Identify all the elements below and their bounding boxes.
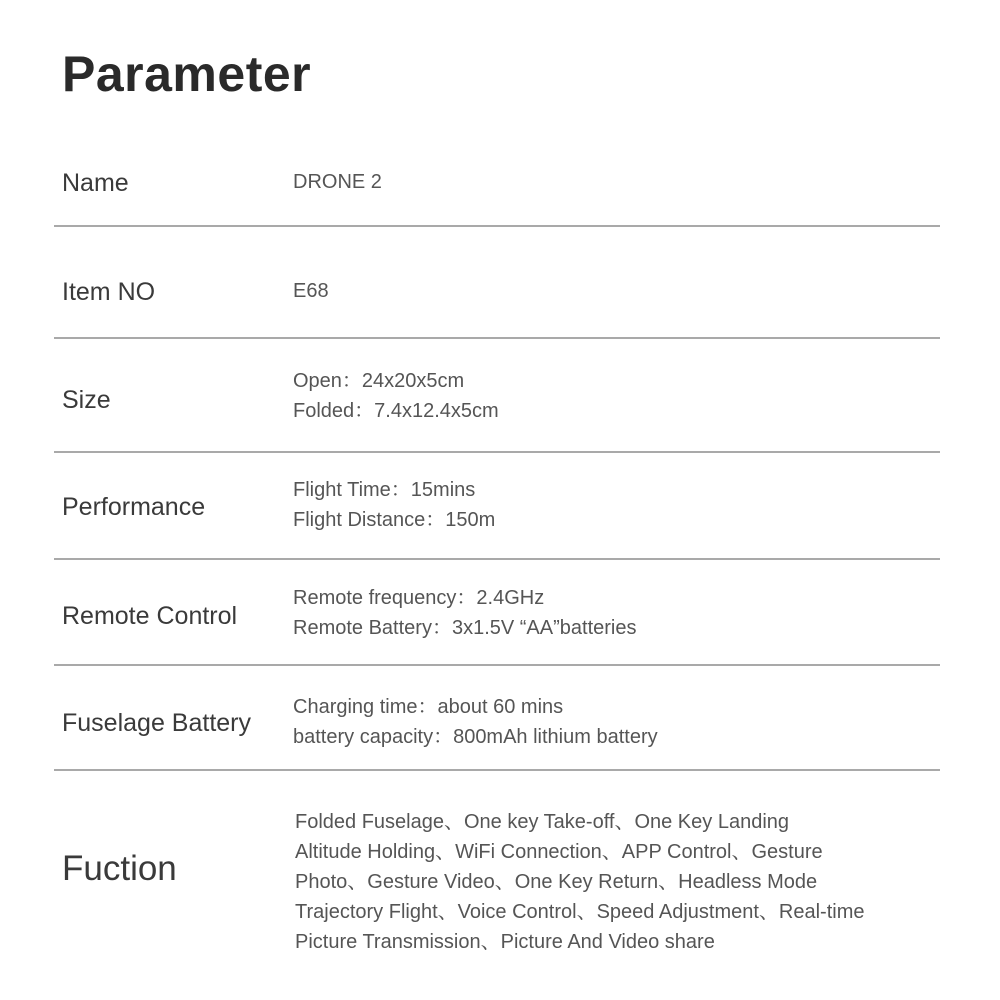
row-value-function [295,807,865,957]
page-title: Parameter [62,46,312,102]
value-line: Flight Time：15mins [293,479,476,501]
row-divider [54,769,940,771]
value-line: battery capacity：800mAh lithium battery [293,726,658,748]
row-divider [54,558,940,560]
row-divider [54,225,940,227]
row-label-fuselage-battery: Fuselage Battery [62,709,251,737]
value-line: Open：24x20x5cm [293,370,465,392]
value-line: Flight Distance：150m [293,509,496,531]
row-label-performance: Performance [62,493,206,521]
value-line: Trajectory Flight、Voice Control、Speed Adjustment、Real-time [295,901,865,923]
value-line: Photo、Gesture Video、One Key Return、Headless Mode [295,871,818,893]
row-value-remote-control [293,583,636,643]
row-value-fuselage-battery [293,692,658,752]
row-label-remote-control: Remote Control [62,602,238,630]
row-label-function: Fuction [62,849,177,888]
row-divider [54,337,940,339]
row-label-item-no: Item NO [62,278,156,306]
value-line: E68 [293,280,329,302]
row-label-name: Name [62,169,129,197]
value-line: Charging time：about 60 mins [293,696,564,718]
row-value-size [293,366,499,426]
value-line: Folded：7.4x12.4x5cm [293,400,499,422]
value-line: Altitude Holding、WiFi Connection、APP Control、Gesture [295,841,823,863]
row-value-name [293,167,382,197]
value-line: Remote Battery：3x1.5V “AA”batteries [293,617,637,639]
row-value-item-no [293,276,329,306]
row-value-performance [293,475,495,535]
row-divider [54,664,940,666]
value-line: Remote frequency：2.4GHz [293,587,545,609]
row-label-size: Size [62,386,111,414]
value-line: Picture Transmission、Picture And Video share [295,931,715,953]
value-line: DRONE 2 [293,171,382,193]
row-divider [54,451,940,453]
value-line: Folded Fuselage、One key Take-off、One Key Landing [295,811,790,833]
